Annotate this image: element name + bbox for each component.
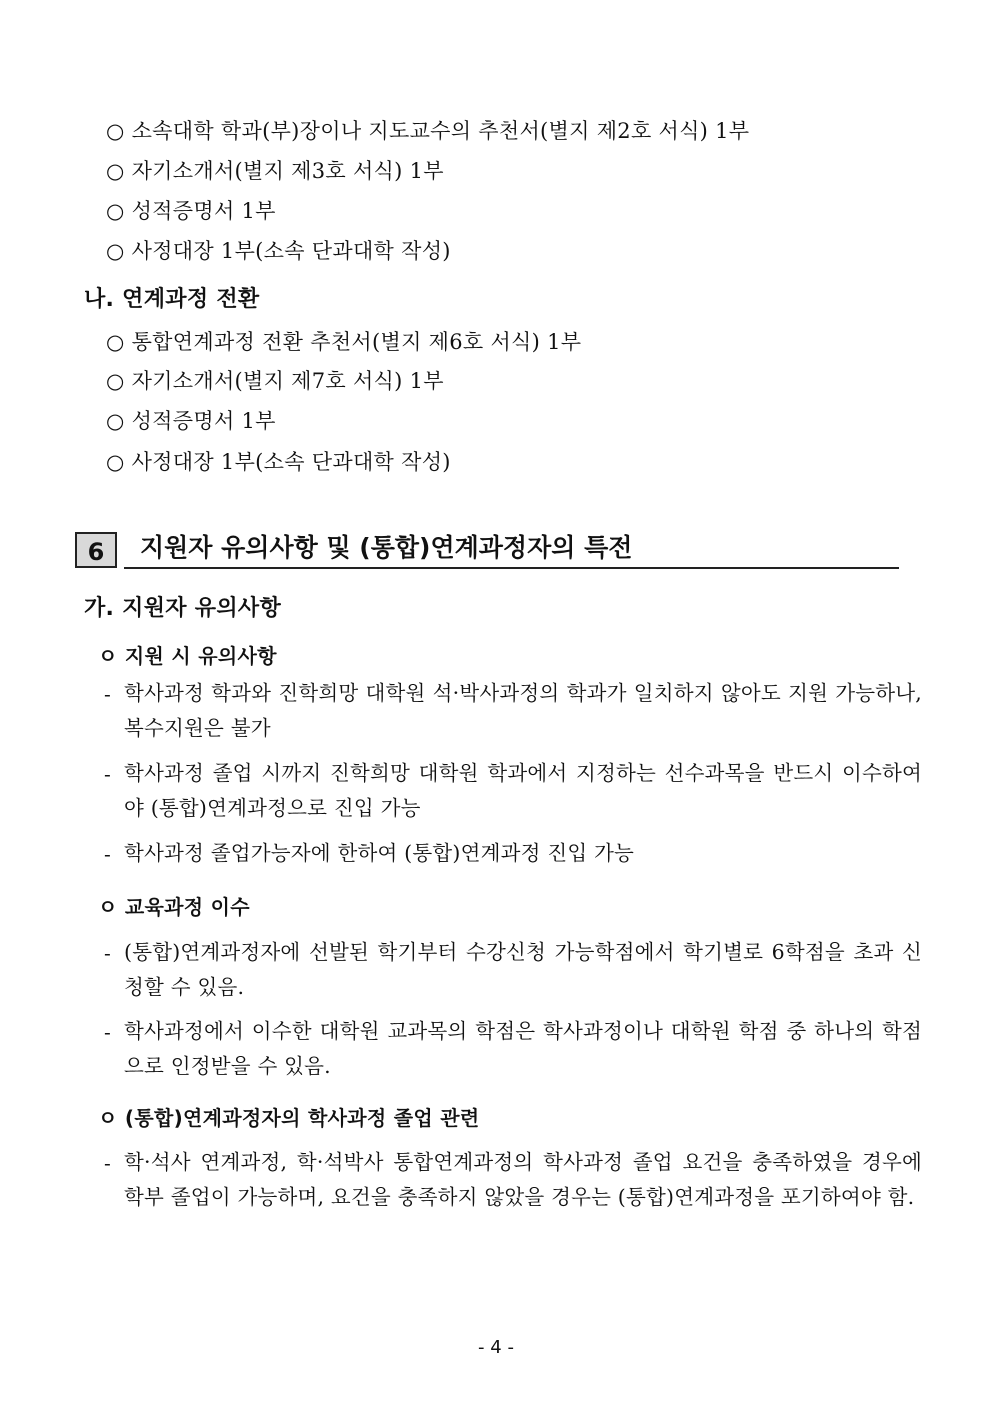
section-number-box: 6 (75, 532, 117, 568)
dash-marker: - (104, 842, 111, 866)
section-underline (124, 567, 899, 569)
list-item: ○ 성적증명서 1부 (106, 409, 276, 433)
list-item: ○ 사정대장 1부(소속 단과대학 작성) (106, 450, 451, 474)
subheading-a: 가. 지원자 유의사항 (84, 596, 281, 621)
list-item: ○ 자기소개서(별지 제7호 서식) 1부 (106, 369, 444, 393)
bullet-paragraph: 학사과정 학과와 진학희망 대학원 석·박사과정의 학과가 일치하지 않아도 지원 가능하나, 복수지원은 불가 (124, 681, 922, 740)
bullet-paragraph: 학사과정에서 이수한 대학원 교과목의 학점은 학사과정이나 대학원 학점 중 하나의 학점으로 인정받을 수 있음. (124, 1019, 922, 1078)
section-title: 지원자 유의사항 및 (통합)연계과정자의 특전 (140, 533, 633, 562)
list-item: ○ 사정대장 1부(소속 단과대학 작성) (106, 239, 451, 263)
bullet-paragraph: 학사과정 졸업가능자에 한하여 (통합)연계과정 진입 가능 (124, 841, 635, 865)
list-item: ○ 성적증명서 1부 (106, 199, 276, 223)
bullet-paragraph: 학·석사 연계과정, 학·석박사 통합연계과정의 학사과정 졸업 요건을 충족하였을 경우에 학부 졸업이 가능하며, 요건을 충족하지 않았을 경우는 (통합)연계과정을 포기하여야 함. (124, 1150, 922, 1209)
dash-marker: - (104, 682, 111, 706)
group-title: ㅇ (통합)연계과정자의 학사과정 졸업 관련 (98, 1106, 480, 1130)
bullet-paragraph: (통합)연계과정자에 선발된 학기부터 수강신청 가능학점에서 학기별로 6학점을 초과 신청할 수 있음. (124, 940, 922, 999)
dash-marker: - (104, 1151, 111, 1175)
list-item: ○ 통합연계과정 전환 추천서(별지 제6호 서식) 1부 (106, 330, 582, 354)
list-item: ○ 소속대학 학과(부)장이나 지도교수의 추천서(별지 제2호 서식) 1부 (106, 119, 750, 143)
group-title: ㅇ 지원 시 유의사항 (98, 644, 277, 668)
dash-marker: - (104, 1020, 111, 1044)
list-item: ○ 자기소개서(별지 제3호 서식) 1부 (106, 159, 444, 183)
bullet-paragraph: 학사과정 졸업 시까지 진학희망 대학원 학과에서 지정하는 선수과목을 반드시 이수하여야 (통합)연계과정으로 진입 가능 (124, 761, 922, 820)
subheading-b: 나. 연계과정 전환 (84, 287, 260, 312)
group-title: ㅇ 교육과정 이수 (98, 895, 250, 919)
page-number: - 4 - (478, 1337, 514, 1358)
dash-marker: - (104, 941, 111, 965)
dash-marker: - (104, 762, 111, 786)
